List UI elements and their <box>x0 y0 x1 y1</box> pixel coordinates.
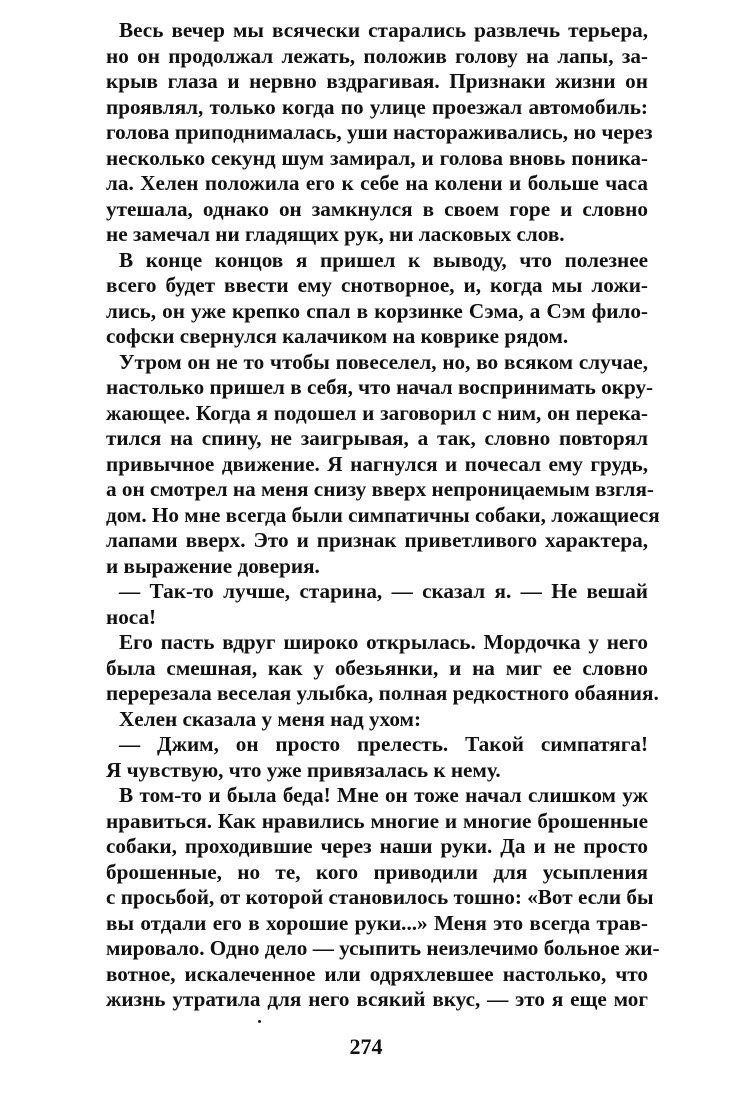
text-line: перерезала веселая улыбка, полная редкостного обаяния. <box>106 681 659 705</box>
page-number: 274 <box>349 1034 383 1059</box>
text-line: вы отдали его в хорошие руки...» Меня это всегда трав- <box>106 910 648 935</box>
text-line: софски свернулся калачиком на коврике рядом. <box>106 324 569 348</box>
text-line: жающее. Когда я подошел и заговорил с ним, он перека- <box>106 400 648 425</box>
text-line: с просьбой, от которой становилось тошно: «Вот если бы <box>106 885 654 909</box>
text-line: проявлял, только когда по улице проезжал автомобиль: <box>106 94 648 119</box>
text-line: В том-то и была беда! Мне он тоже начал слишком уж <box>119 783 648 807</box>
text-line: Его пасть вдруг широко открылась. Мордочка у него <box>119 630 648 654</box>
book-page-text <box>106 18 660 1013</box>
text-line: вотное, искалеченное или одряхлевшее настолько, что <box>106 961 648 986</box>
text-line: всего будет ввести ему снотворное, и, когда мы ложи- <box>106 273 648 297</box>
text-line: — Так-то лучше, старина, — сказал я. — Не вешай <box>119 579 648 603</box>
text-line: и выражение доверия. <box>106 553 320 578</box>
text-line: собаки, проходившие через наши руки. Да и не просто <box>106 834 648 858</box>
text-line: Весь вечер мы всячески старались развлечь терьера, <box>119 18 648 42</box>
text-line: Утром он не то чтобы повеселел, но, во всяком случае, <box>119 349 648 374</box>
text-line: дом. Но мне всегда были симпатичны собаки, ложащиеся <box>106 502 660 527</box>
text-line: Я чувствую, что уже привязалась к нему. <box>106 757 501 782</box>
text-line: тился на спину, не заигрывая, а так, словно повторял <box>106 426 648 450</box>
text-line: голова приподнималась, уши настораживались, но через <box>106 120 653 144</box>
text-line: утешала, однако он замкнулся в своем горе и словно <box>106 196 648 221</box>
text-line: привычное движение. Я нагнулся и почесал ему грудь, <box>106 451 648 476</box>
text-line: мировало. Одно дело — усыпить неизлечимо больное жи- <box>106 936 660 960</box>
text-line: В конце концов я пришел к выводу, что полезнее <box>119 247 648 272</box>
text-line: лапами вверх. Это и признак приветливого характера, <box>106 528 648 552</box>
print-speck <box>258 1020 261 1023</box>
text-line: — Джим, он просто прелесть. Такой симпатяга! <box>119 732 648 756</box>
text-line: ла. Хелен положила его к себе на колени и больше часа <box>106 171 648 195</box>
text-line: лись, он уже крепко спал в корзинке Сэма, а Сэм фило- <box>106 298 648 323</box>
text-line: брошенные, но те, кого приводили для усыпления <box>106 859 648 884</box>
text-line: настолько пришел в себя, что начал воспринимать окру- <box>106 375 654 399</box>
text-line: несколько секунд шум замирал, и голова вновь поника- <box>106 145 648 170</box>
text-line: Хелен сказала у меня над ухом: <box>119 706 422 731</box>
text-line: была смешная, как у обезьянки, и на миг ее словно <box>106 655 648 680</box>
text-line: крыв глаза и нервно вздрагивая. Признаки жизни он <box>106 69 648 93</box>
text-line: жизнь утратила для него всякий вкус, — это я еще мог <box>106 987 648 1011</box>
text-line: не замечал ни гладящих рук, ни ласковых слов. <box>106 222 565 246</box>
text-line: носа! <box>106 604 157 629</box>
text-line: нравиться. Как нравились многие и многие брошенные <box>106 808 648 833</box>
text-line: но он продолжал лежать, положив голову на лапы, за- <box>106 43 648 68</box>
text-line: а он смотрел на меня снизу вверх непроницаемым взгля- <box>106 477 654 501</box>
